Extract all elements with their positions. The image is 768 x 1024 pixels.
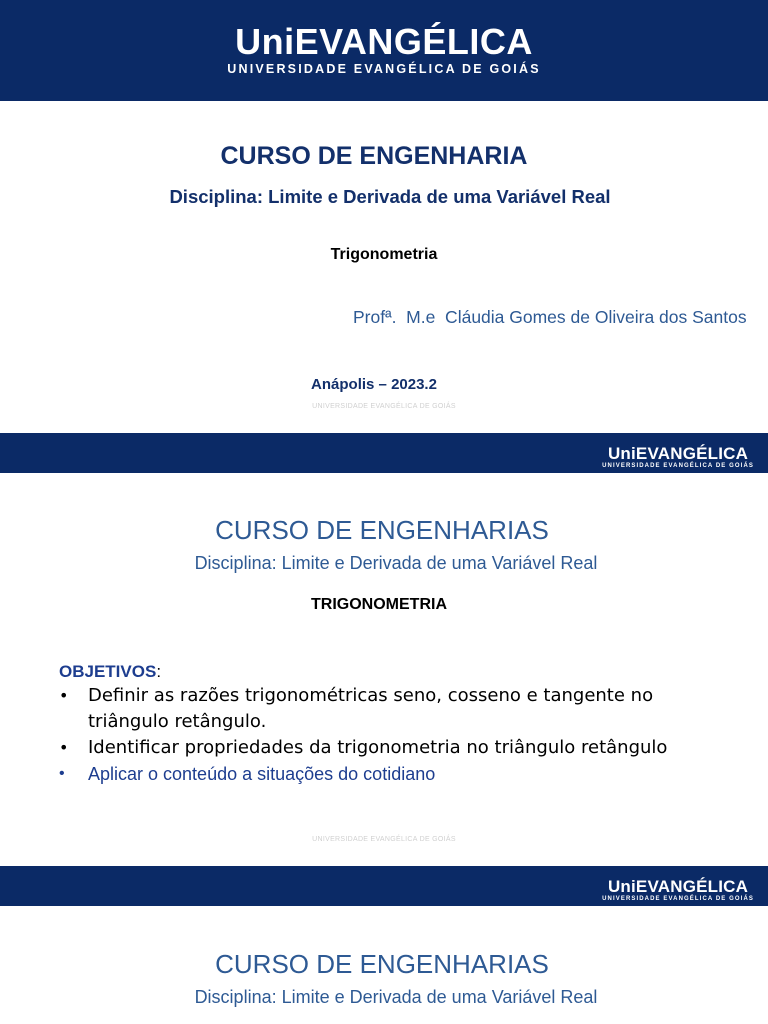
logo-wordmark: UniEVANGÉLICA <box>235 21 533 62</box>
slide-2 <box>0 432 768 865</box>
bullet-icon: • <box>59 738 69 757</box>
discipline-title: Disciplina: Limite e Derivada de uma Variável Real <box>169 186 611 207</box>
discipline-title: Disciplina: Limite e Derivada de uma Variável Real <box>194 987 598 1007</box>
university-logo <box>602 445 754 470</box>
slide-1 <box>0 0 768 432</box>
logo-tagline: UNIVERSIDADE EVANGÉLICA DE GOIÁS <box>602 463 754 469</box>
bullet-icon: • <box>59 765 65 782</box>
topic-title: Trigonometria <box>330 246 438 263</box>
objectives-heading: OBJETIVOS: <box>59 662 162 681</box>
place-date: Anápolis – 2023.2 <box>311 376 437 393</box>
logo-wordmark: UniEVANGÉLICA <box>607 444 749 463</box>
list-item: • Identificar propriedades da trigonometria no triângulo retângulo <box>59 735 739 761</box>
topic-title: TRIGONOMETRIA <box>311 596 447 613</box>
footer-watermark: UNIVERSIDADE EVANGÉLICA DE GOIÁS <box>312 836 456 843</box>
slide-3 <box>0 865 768 1024</box>
bullet-icon: • <box>59 686 69 705</box>
logo-tagline: UNIVERSIDADE EVANGÉLICA DE GOIÁS <box>602 896 754 902</box>
list-item: • Aplicar o conteúdo a situações do cotidiano <box>59 761 739 787</box>
course-title: CURSO DE ENGENHARIAS <box>215 515 549 545</box>
list-item: • Definir as razões trigonométricas seno, cosseno e tangente no triângulo retângulo. <box>59 685 654 732</box>
professor-name: Profª. M.e Cláudia Gomes de Oliveira dos Santos <box>353 307 747 327</box>
footer-watermark: UNIVERSIDADE EVANGÉLICA DE GOIÁS <box>312 403 456 410</box>
university-logo <box>602 878 754 903</box>
discipline-title: Disciplina: Limite e Derivada de uma Variável Real <box>194 553 598 573</box>
logo-wordmark: UniEVANGÉLICA <box>607 877 749 896</box>
objectives-section <box>59 661 739 787</box>
university-logo <box>0 22 768 76</box>
course-title: CURSO DE ENGENHARIA <box>220 142 528 170</box>
objectives-list <box>59 683 739 787</box>
logo-tagline: UNIVERSIDADE EVANGÉLICA DE GOIÁS <box>227 62 541 76</box>
course-title: CURSO DE ENGENHARIAS <box>215 949 549 979</box>
